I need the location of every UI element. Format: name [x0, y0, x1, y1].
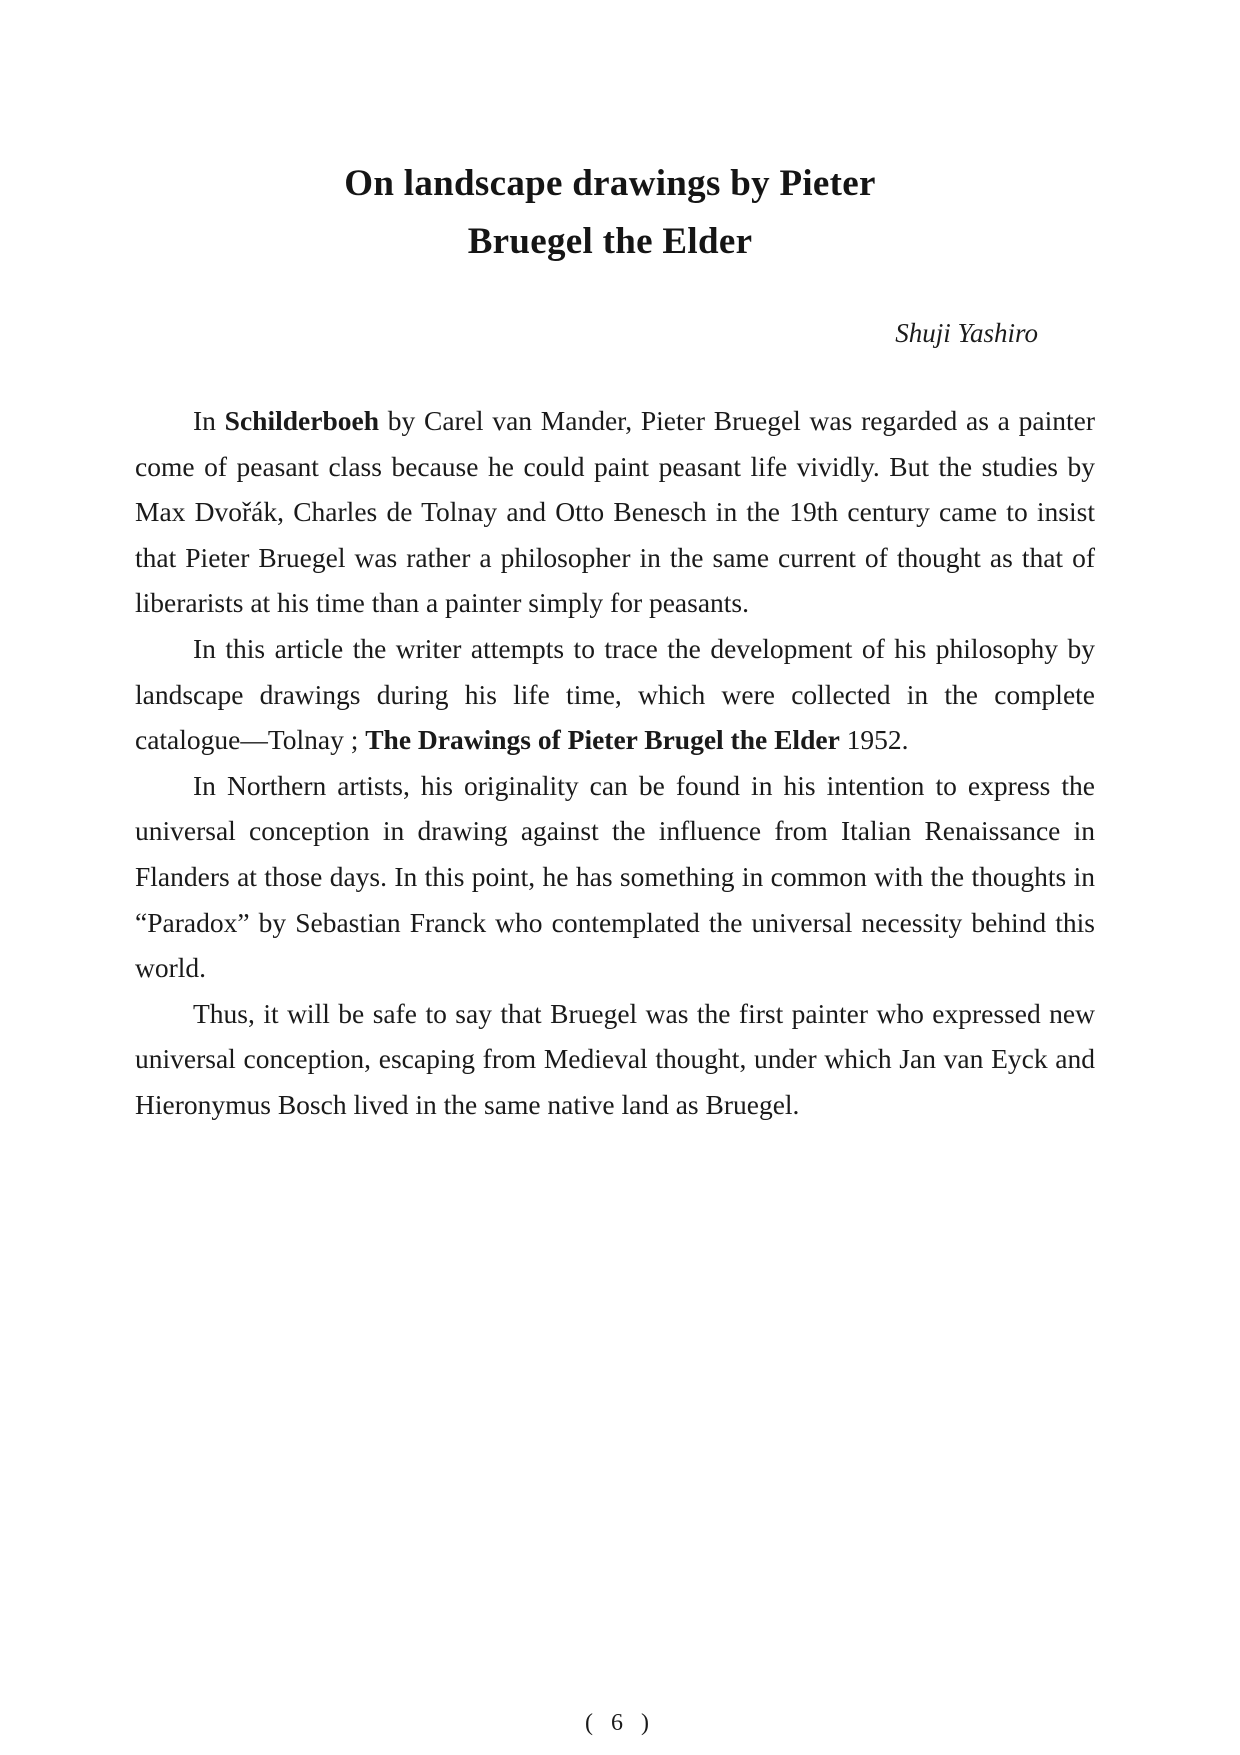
- paragraph-1: [135, 398, 1095, 626]
- article-title-line-1: On landscape drawings by Pieter: [344, 163, 876, 204]
- paragraph-2-text-a: In this article the writer attempts to trace the development of his philosophy by landscape drawings during his life time, which were collected in the complete catalogue—Tolnay ;: [135, 632, 1095, 756]
- paragraph-2-text-b: 1952.: [839, 724, 909, 756]
- paragraph-2: [135, 626, 1095, 763]
- author-name: Shuji Yashiro: [895, 318, 1038, 348]
- paragraph-1-text-a: In: [193, 405, 225, 436]
- paragraph-3: In Northern artists, his originality can be found in his intention to express the universal conception in drawing against the influence from Italian Renaissance in Flanders at those days. In this point, he has something in common with the thoughts in “Paradox” by Sebastian Franck who contemplated the universal necessity behind this world.: [135, 769, 1095, 984]
- paragraph-1-text-b: by Carel van Mander, Pieter Bruegel was regarded as a painter come of peasant class because he could paint peasant life vividly. But the studies by Max Dvořák, Charles de Tolnay and Otto Benesch in the 19th century came to insist that Pieter Bruegel was rather a philosopher in the same current of thought as that of liberarists at his time than a painter simply for peasants.: [135, 405, 1095, 619]
- article-title-line-2: Bruegel the Elder: [467, 221, 753, 262]
- article-body: [135, 398, 1095, 1128]
- book-title-schilderboeh: Schilderboeh: [224, 405, 379, 436]
- article-title: [260, 155, 960, 271]
- book-title-drawings: The Drawings of Pieter Brugel the Elder: [365, 724, 840, 756]
- paragraph-4: Thus, it will be safe to say that Bruegel was the first painter who expressed new universal conception, escaping from Medieval thought, under which Jan van Eyck and Hieronymus Bosch lived in the same native land as Bruegel.: [135, 997, 1095, 1120]
- page-number: ( 6 ): [585, 1710, 655, 1736]
